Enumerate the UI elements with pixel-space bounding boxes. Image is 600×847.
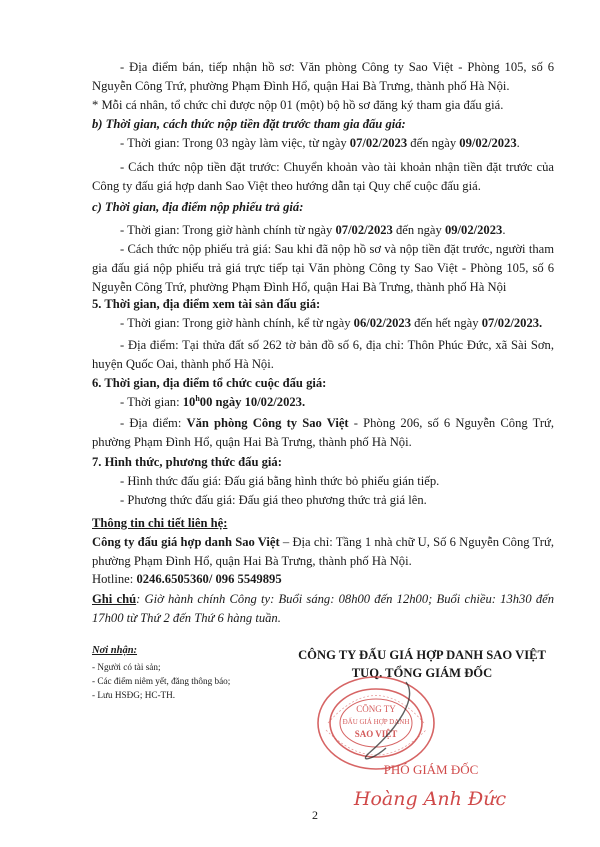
auction-form-line: - Hình thức đấu giá: Đấu giá bằng hình thức bỏ phiếu gián tiếp. bbox=[120, 474, 440, 488]
section-5-heading: 5. Thời gian, địa điểm xem tài sản đấu giá: bbox=[92, 297, 321, 311]
auction-time-line: - Thời gian: 10$^h$00 ngày 10/02/2023. bbox=[120, 393, 306, 409]
contact-heading: Thông tin chi tiết liên hệ: bbox=[92, 516, 228, 530]
stamp-line-1: CÔNG TY bbox=[356, 704, 396, 714]
sale-location-line: - Địa điểm bán, tiếp nhận hồ sơ: Văn phòng Công ty Sao Việt - Phòng 105, số 6 Nguyễn Công Trứ, phường Phạm Đình Hổ, quận Hai Bà Trưng, thành phố Hà Nội. bbox=[92, 60, 554, 93]
signer-name: Hoàng Anh Đức bbox=[353, 788, 507, 810]
recipients-block bbox=[92, 644, 302, 702]
bid-method-line: - Cách thức nộp phiếu trả giá: Sau khi đã nộp hồ sơ và nộp tiền đặt trước, người tham gia đấu giá nộp phiếu trả giá trực tiếp tại Văn phòng Công ty Sao Việt - Phòng 105, số 6 Nguyễn Công Trứ, phường Phạm Đình Hổ, quận Hai Bà Trưng, thành phố Hà Nội bbox=[92, 242, 554, 294]
recipient-item: - Các điểm niêm yết, đăng thông báo; bbox=[92, 676, 231, 686]
deposit-method-line: - Cách thức nộp tiền đặt trước: Chuyển khoản vào tài khoản nhận tiền đặt trước của Công ty đấu giá hợp danh Sao Việt theo hướng dẫn tại Quy chế cuộc đấu giá. bbox=[92, 160, 554, 193]
section-c-heading: c) Thời gian, địa điểm nộp phiếu trả giá: bbox=[92, 200, 304, 214]
auction-location-line: - Địa điểm: Văn phòng Công ty Sao Việt - Phòng 206, số 6 Nguyễn Công Trứ, phường Phạm Đình Hổ, quận Hai Bà Trưng, thành phố Hà Nội. bbox=[92, 416, 554, 449]
recipients-title: Nơi nhận: bbox=[92, 645, 138, 656]
recipient-item: - Lưu HSĐG; HC-TH. bbox=[92, 690, 176, 700]
signer-role: PHÓ GIÁM ĐỐC bbox=[383, 762, 479, 777]
authorization-title: TUQ. TỔNG GIÁM ĐỐC bbox=[351, 666, 493, 680]
section-7-heading: 7. Hình thức, phương thức đấu giá: bbox=[92, 455, 282, 469]
one-dossier-note: * Mỗi cá nhân, tổ chức chỉ được nộp 01 (một) bộ hồ sơ đăng ký tham gia đấu giá. bbox=[92, 98, 504, 112]
deposit-time-line: - Thời gian: Trong 03 ngày làm việc, từ ngày 07/02/2023 đến ngày 09/02/2023. bbox=[120, 136, 520, 150]
auction-method-line: - Phương thức đấu giá: Đấu giá theo phương thức trả giá lên. bbox=[120, 493, 427, 507]
section-b-heading: b) Thời gian, cách thức nộp tiền đặt trước tham gia đấu giá: bbox=[92, 117, 406, 131]
company-name: CÔNG TY ĐẤU GIÁ HỢP DANH SAO VIỆT bbox=[298, 648, 546, 662]
page-number: 2 bbox=[312, 808, 318, 822]
recipient-item: - Người có tài sản; bbox=[92, 662, 161, 672]
viewing-location-line: - Địa điểm: Tại thửa đất số 262 tờ bản đồ số 6, địa chỉ: Thôn Phúc Đức, xã Sài Sơn, huyện Quốc Oai, thành phố Hà Nội. bbox=[92, 338, 554, 371]
section-6-heading: 6. Thời gian, địa điểm tổ chức cuộc đấu giá: bbox=[92, 376, 327, 390]
bid-time-line: - Thời gian: Trong giờ hành chính từ ngày 07/02/2023 đến ngày 09/02/2023. bbox=[120, 223, 506, 237]
stamp-line-2: ĐẤU GIÁ HỢP DANH bbox=[342, 718, 410, 726]
stamp-line-3: SAO VIỆT bbox=[354, 729, 398, 739]
contact-address: Công ty đấu giá hợp danh Sao Việt – Địa chỉ: Tầng 1 nhà chữ U, Số 6 Nguyễn Công Trứ, phường Phạm Đình Hổ, quận Hai Bà Trưng, thành phố Hà Nội. bbox=[92, 535, 554, 568]
viewing-time-line: - Thời gian: Trong giờ hành chính, kể từ ngày 06/02/2023 đến hết ngày 07/02/2023. bbox=[120, 316, 543, 330]
hotline-line: Hotline: 0246.6505360/ 096 5549895 bbox=[92, 572, 282, 586]
office-hours-note: Ghi chú: Giờ hành chính Công ty: Buổi sáng: 08h00 đến 12h00; Buổi chiều: 13h30 đến 17h00 từ Thứ 2 đến Thứ 6 hàng tuần. bbox=[92, 592, 554, 625]
